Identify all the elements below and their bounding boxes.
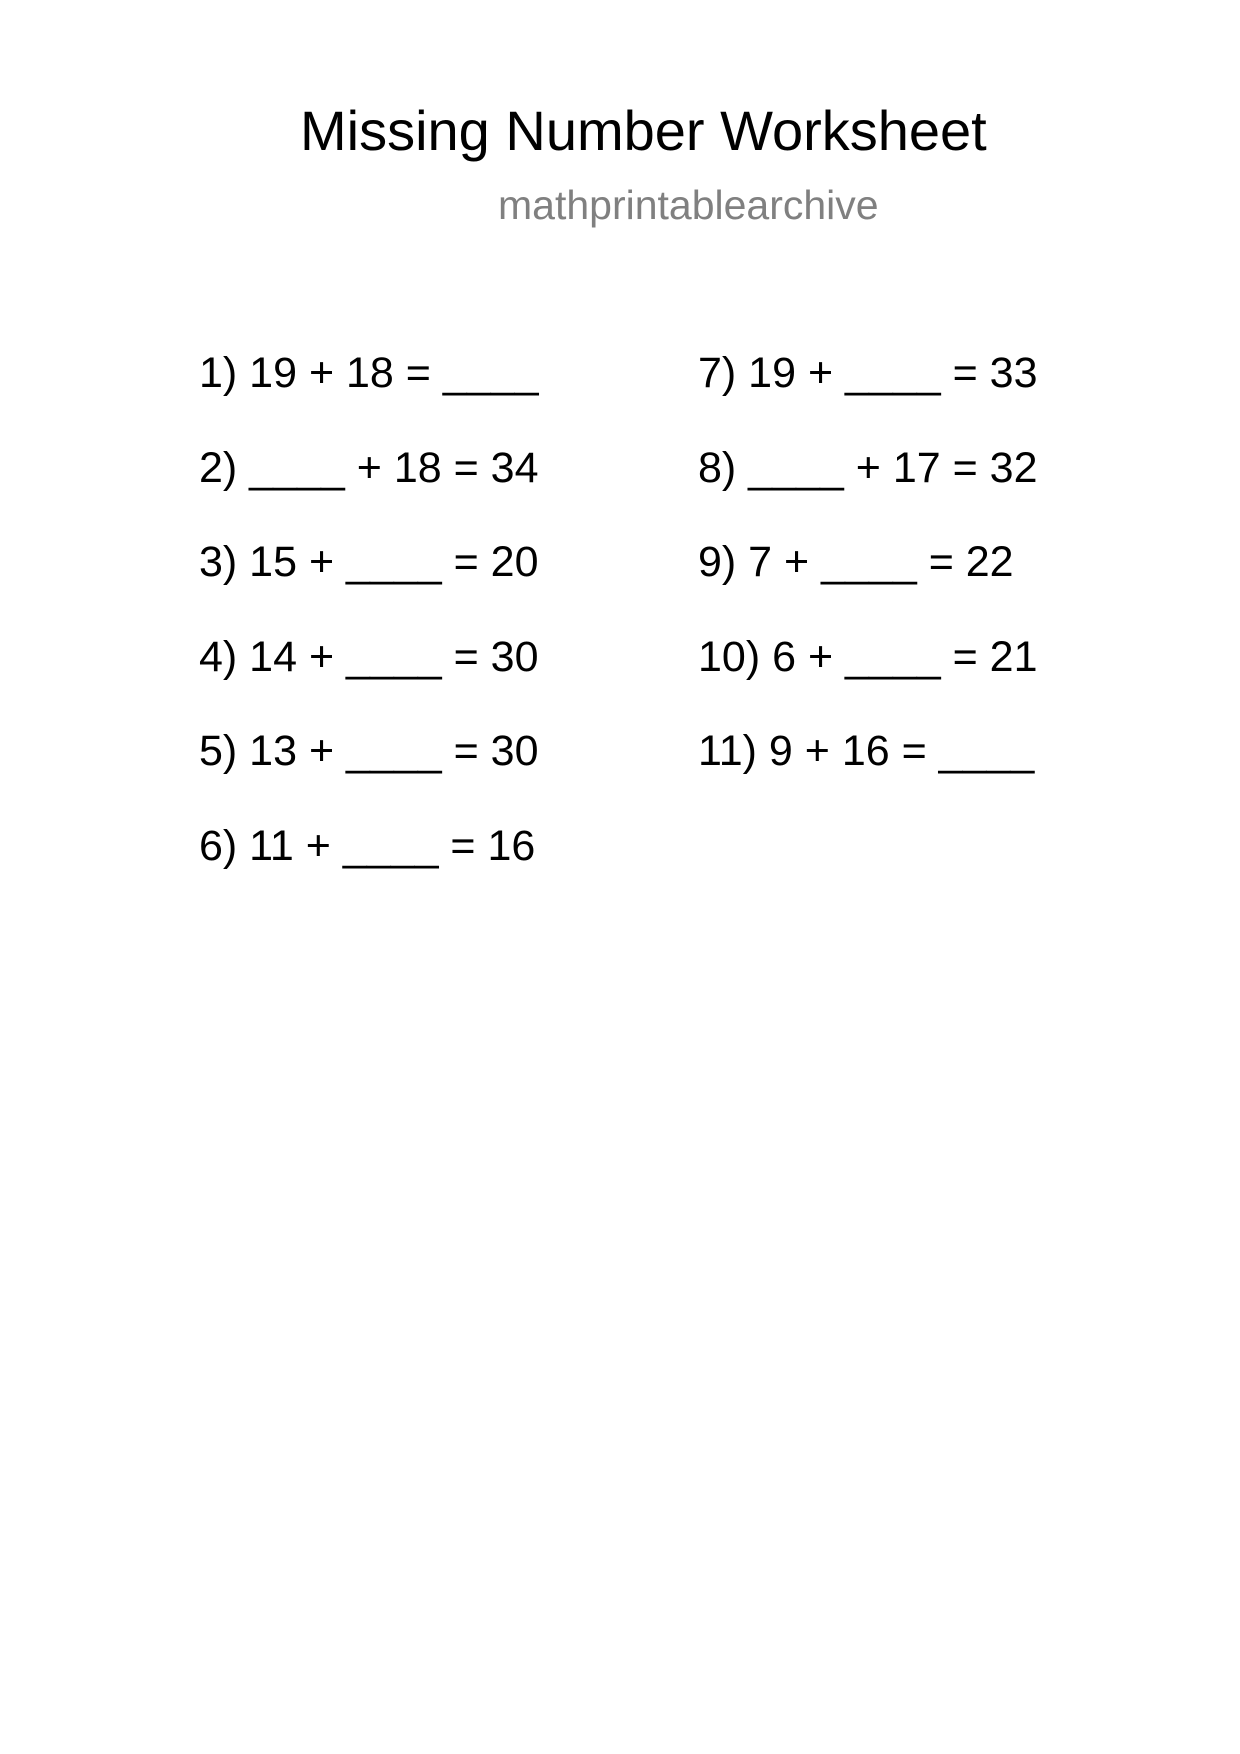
worksheet-subtitle: mathprintablearchive xyxy=(498,182,879,228)
problem-3: 3) 15 + ____ = 20 xyxy=(199,538,539,587)
problem-10: 10) 6 + ____ = 21 xyxy=(698,632,1038,681)
problem-4: 4) 14 + ____ = 30 xyxy=(199,632,539,681)
problem-2: 2) ____ + 18 = 34 xyxy=(199,443,539,492)
problems-left-column xyxy=(199,348,539,916)
problem-7: 7) 19 + ____ = 33 xyxy=(698,349,1038,397)
problem-11: 11) 9 + 16 = ____ xyxy=(698,727,1035,776)
worksheet-title: Missing Number Worksheet xyxy=(300,99,987,162)
problem-9: 9) 7 + ____ = 22 xyxy=(698,538,1014,587)
problem-1: 1) 19 + 18 = ____ xyxy=(199,349,539,397)
problem-8: 8) ____ + 17 = 32 xyxy=(698,443,1038,492)
problem-5: 5) 13 + ____ = 30 xyxy=(199,727,539,776)
problems-right-column xyxy=(698,348,1038,821)
problem-6: 6) 11 + ____ = 16 xyxy=(199,821,536,870)
